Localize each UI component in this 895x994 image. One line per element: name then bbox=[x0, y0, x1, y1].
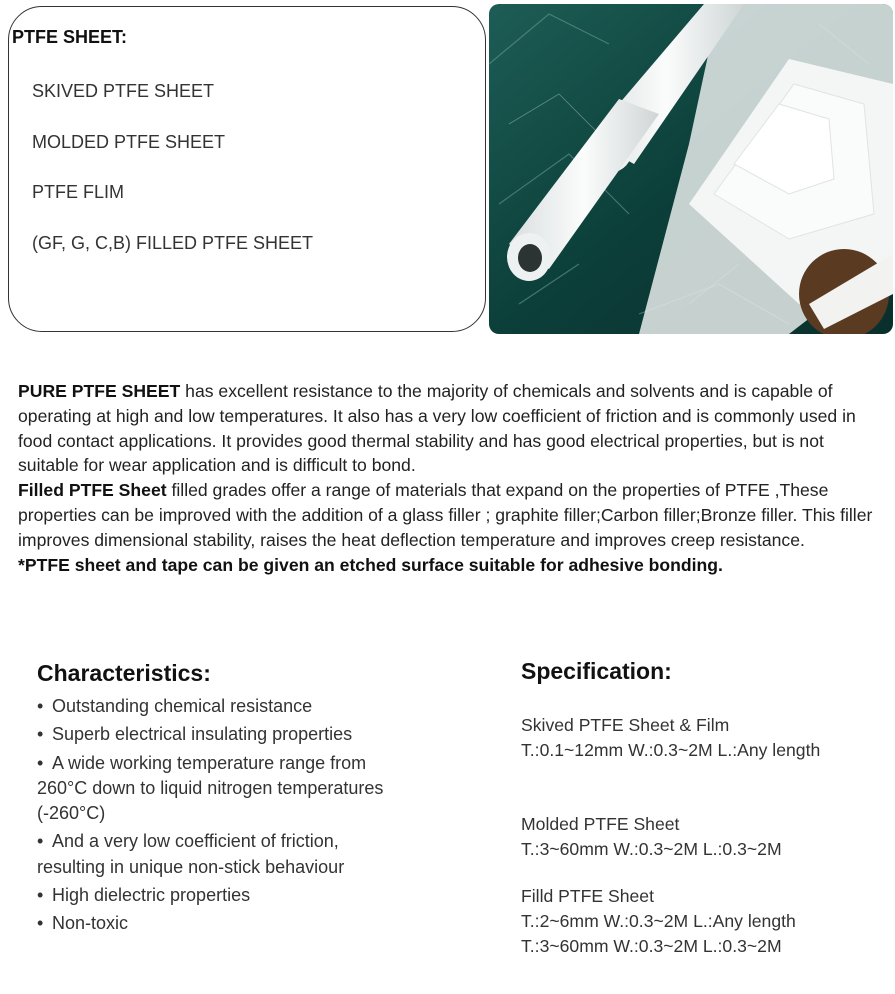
characteristic-item: • Non-toxic bbox=[37, 913, 129, 934]
characteristic-item: • Superb electrical insulating properties bbox=[37, 724, 353, 745]
product-type-item: (GF, G, C,B) FILLED PTFE SHEET bbox=[32, 232, 314, 253]
ptfe-rolls-and-sheets-photo bbox=[489, 4, 893, 334]
etched-surface-note: *PTFE sheet and tape can be given an etched surface suitable for adhesive bonding. bbox=[18, 554, 723, 575]
spec-filled: Filld PTFE Sheet T.:2~6mm W.:0.3~2M L.:Any length T.:3~60mm W.:0.3~2M L.:0.3~2M bbox=[521, 886, 796, 956]
product-types-list bbox=[32, 80, 313, 282]
pure-ptfe-lead: PURE PTFE SHEET bbox=[18, 381, 181, 401]
product-type-item: PTFE FLIM bbox=[32, 182, 125, 202]
characteristic-item: • High dielectric properties bbox=[37, 885, 251, 906]
product-type-item: MOLDED PTFE SHEET bbox=[32, 131, 226, 152]
characteristics-list bbox=[37, 694, 397, 940]
characteristic-item: • Outstanding chemical resistance bbox=[37, 696, 313, 716]
product-types-title: PTFE SHEET: bbox=[12, 27, 128, 47]
spec-molded: Molded PTFE Sheet T.:3~60mm W.:0.3~2M L.:0.3~2M bbox=[521, 814, 782, 859]
description-text bbox=[18, 379, 888, 577]
product-type-item: SKIVED PTFE SHEET bbox=[32, 81, 215, 101]
characteristic-item: • And a very low coefficient of friction, resulting in unique non-stick behaviour bbox=[37, 831, 345, 877]
pure-ptfe-paragraph: PURE PTFE SHEET has excellent resistance to the majority of chemicals and solvents and is capable of operating at high and low temperatures. It also has a very low coefficient of friction and is commonly used in food contact applications. It provides good thermal stability and has good electrical properties, but is not suitable for wear application and is difficult to bond. bbox=[18, 381, 856, 476]
spec-skived: Skived PTFE Sheet & Film T.:0.1~12mm W.:0.3~2M L.:Any length bbox=[521, 715, 821, 760]
filled-ptfe-paragraph: Filled PTFE Sheet filled grades offer a range of materials that expand on the properties of PTFE ,These properties can be improved with the addition of a glass filler ; graphite filler;Carbon filler;Bronze filler. This filler improves dimensional stability, raises the heat deflection temperature and improves creep resistance. bbox=[18, 480, 873, 550]
specification-title: Specification: bbox=[521, 658, 672, 684]
characteristic-item: • A wide working temperature range from 260°C down to liquid nitrogen temperatures (-260°C) bbox=[37, 752, 384, 824]
filled-ptfe-lead: Filled PTFE Sheet bbox=[18, 480, 167, 501]
characteristics-title: Characteristics: bbox=[37, 660, 211, 686]
